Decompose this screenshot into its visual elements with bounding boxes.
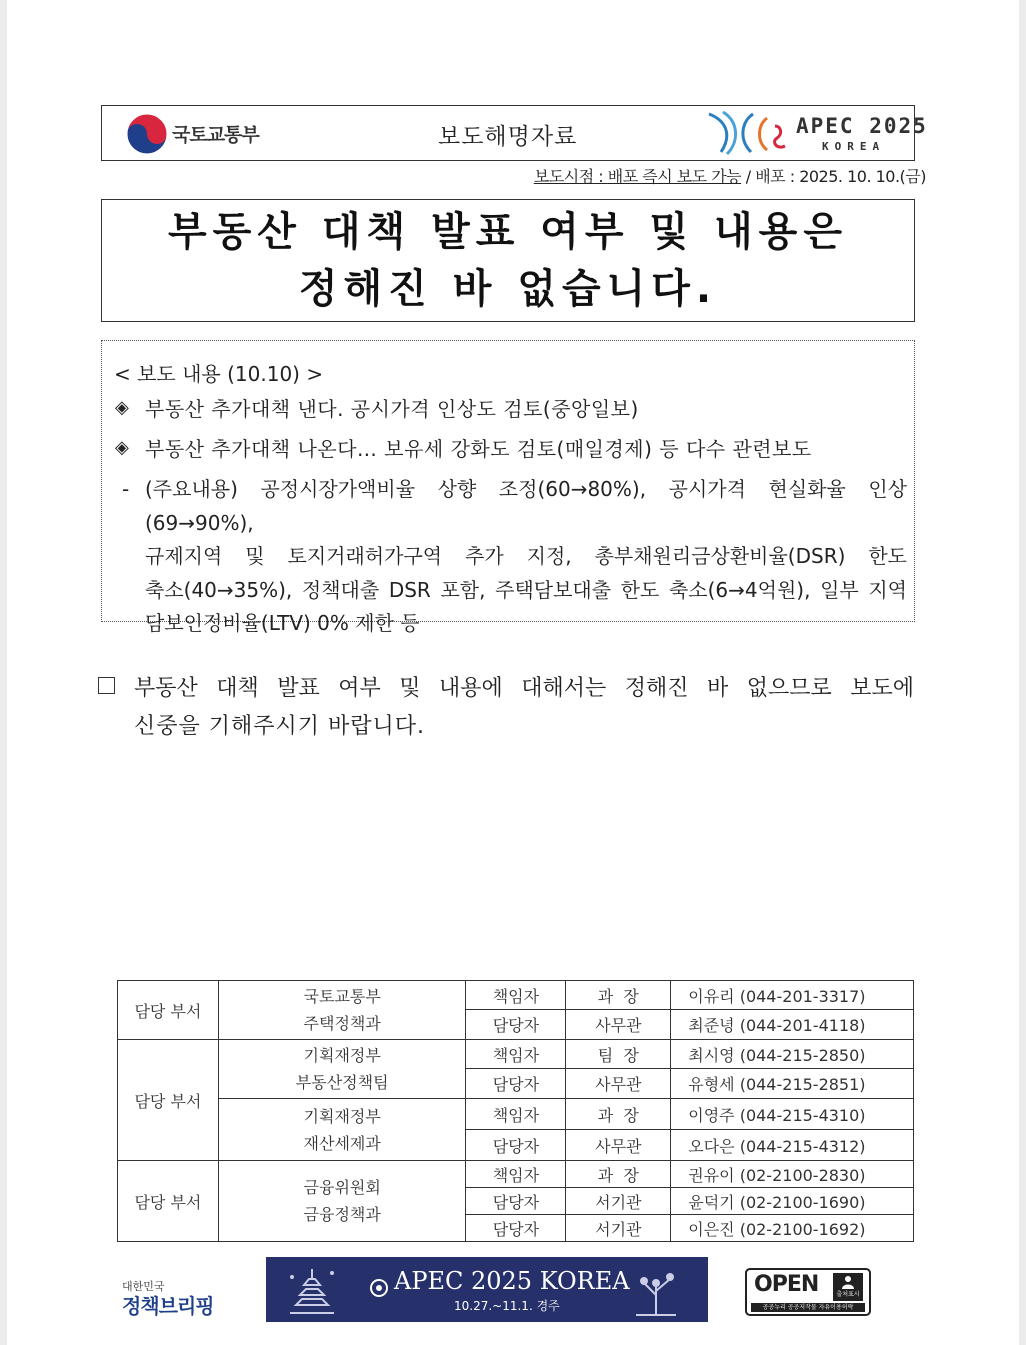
dept-label-cell: 담당 부서 (118, 1161, 219, 1242)
report-detail (145, 473, 907, 641)
dept-unit-cell (218, 1099, 466, 1161)
dept-label-cell: 담당 부서 (118, 981, 219, 1040)
position-cell: 사무관 (566, 1069, 671, 1099)
dept-unit-cell (218, 1040, 466, 1099)
contact-cell: 이유리 (044-201-3317) (671, 981, 914, 1010)
diamond-bullet-icon: ◈ (115, 397, 129, 418)
contact-cell: 이영주 (044-215-4310) (671, 1099, 914, 1130)
release-timing-line: 보도시점 : 배포 즉시 보도 가능 / 배포 : 2025. 10. 10.(금) (533, 167, 926, 186)
detail-dash: - (122, 477, 130, 501)
role-cell: 담당자 (466, 1130, 566, 1161)
report-heading: < 보도 내용 (10.10) > (114, 362, 324, 386)
role-cell: 담당자 (466, 1215, 566, 1242)
attribution-label: 출처표시 (836, 1291, 860, 1298)
table-row (118, 1099, 914, 1130)
tree-illustration-icon (626, 1265, 686, 1317)
ministry-emblem-icon (125, 112, 169, 156)
diamond-bullet-icon: ◈ (115, 437, 129, 458)
report-detail-line: 담보인정비율(LTV) 0% 제한 등 (145, 611, 420, 635)
org-name: 기획재정부 (303, 1046, 381, 1065)
position-cell: 과 장 (566, 1161, 671, 1188)
headline-line-1: 부동산 대책 발표 여부 및 내용은 (168, 208, 848, 255)
briefing-logo-small: 대한민국 (122, 1280, 165, 1293)
contact-cell: 최시영 (044-215-2850) (671, 1040, 914, 1069)
report-detail-line: 규제지역 및 토지거래허가구역 추가 지정, 총부채원리금상환비율(DSR) 한도 (145, 544, 907, 568)
report-detail-line: 축소(40→35%), 정책대출 DSR 포함, 주택담보대출 한도 축소(6→4억원), 일부 지역 (145, 577, 907, 602)
release-type-label: 보도해명자료 (438, 124, 578, 150)
dept-unit-cell (218, 1161, 466, 1242)
release-time-label: 보도시점 (533, 167, 594, 186)
role-cell: 담당자 (466, 1069, 566, 1099)
contact-cell: 유형세 (044-215-2851) (671, 1069, 914, 1099)
table-row (118, 1040, 914, 1069)
role-cell: 책임자 (466, 1099, 566, 1130)
role-cell: 책임자 (466, 1040, 566, 1069)
apec-small-emblem-icon (368, 1277, 390, 1299)
pagoda-illustration-icon (282, 1265, 342, 1317)
team-name: 부동산정책팀 (295, 1073, 389, 1092)
square-bullet-icon (98, 677, 115, 694)
org-name: 국토교통부 (303, 987, 381, 1006)
dept-label-cell: 담당 부서 (118, 1040, 219, 1161)
open-label: OPEN (754, 1272, 819, 1297)
briefing-logo: 정책브리핑 (122, 1294, 214, 1318)
position-cell: 서기관 (566, 1188, 671, 1215)
ministry-name: 국토교통부 (172, 124, 259, 146)
contact-cell: 이은진 (02-2100-1692) (671, 1215, 914, 1242)
attribution-badge (833, 1273, 863, 1301)
distribution-label: 배포 (755, 167, 786, 186)
team-name: 재산세제과 (303, 1133, 381, 1153)
contact-cell: 최준녕 (044-201-4118) (671, 1010, 914, 1040)
role-cell: 책임자 (466, 981, 566, 1010)
headline-line-2: 정해진 바 없습니다. (298, 265, 718, 312)
apec-logo-title: APEC 2025 (796, 114, 928, 138)
org-name: 금융위원회 (303, 1178, 381, 1197)
position-cell: 서기관 (566, 1215, 671, 1242)
title-box (101, 199, 915, 322)
table-row (118, 981, 914, 1010)
team-name: 주택정책과 (303, 1014, 381, 1033)
table-row (118, 1161, 914, 1188)
banner-dates: 10.27.~11.1. 경주 (454, 1299, 560, 1313)
apec-banner (266, 1257, 708, 1322)
release-time-value: 배포 즉시 보도 가능 (607, 167, 742, 186)
contact-cell: 권유이 (02-2100-2830) (671, 1161, 914, 1188)
banner-title: APEC 2025 KOREA (394, 1267, 630, 1295)
position-cell: 사무관 (566, 1130, 671, 1161)
role-cell: 담당자 (466, 1188, 566, 1215)
position-cell: 사무관 (566, 1010, 671, 1040)
dept-unit-cell (218, 981, 466, 1040)
position-cell: 과 장 (566, 1099, 671, 1130)
contacts-table (117, 980, 914, 1242)
open-caption: 공공누리 공공저작물 자유이용허락 (751, 1303, 865, 1312)
role-cell: 책임자 (466, 1161, 566, 1188)
role-cell: 담당자 (466, 1010, 566, 1040)
report-bullet-2: 부동산 추가대책 나온다… 보유세 강화도 검토(매일경제) 등 다수 관련보도 (145, 437, 812, 461)
contact-cell: 윤덕기 (02-2100-1690) (671, 1188, 914, 1215)
apec-logo-subtitle: KOREA (822, 140, 886, 153)
team-name: 금융정책과 (303, 1205, 381, 1224)
person-icon (841, 1275, 855, 1289)
statement-line-2: 신중을 기해주시기 바랍니다. (134, 714, 426, 739)
contact-cell: 오다은 (044-215-4312) (671, 1130, 914, 1161)
org-name: 기획재정부 (303, 1106, 381, 1126)
position-cell: 팀 장 (566, 1040, 671, 1069)
report-detail-line: (주요내용) 공정시장가액비율 상향 조정(60→80%), 공시가격 현실화율 인상(69→90%), (145, 477, 907, 535)
report-bullet-1: 부동산 추가대책 낸다. 공시가격 인상도 검토(중앙일보) (145, 397, 639, 421)
statement-line-1: 부동산 대책 발표 여부 및 내용에 대해서는 정해진 바 없으므로 보도에 (134, 676, 914, 701)
position-cell: 과 장 (566, 981, 671, 1010)
kogl-open-license-badge (745, 1268, 871, 1316)
distribution-date: 2025. 10. 10.(금) (799, 167, 926, 186)
apec-emblem-icon (705, 108, 793, 158)
